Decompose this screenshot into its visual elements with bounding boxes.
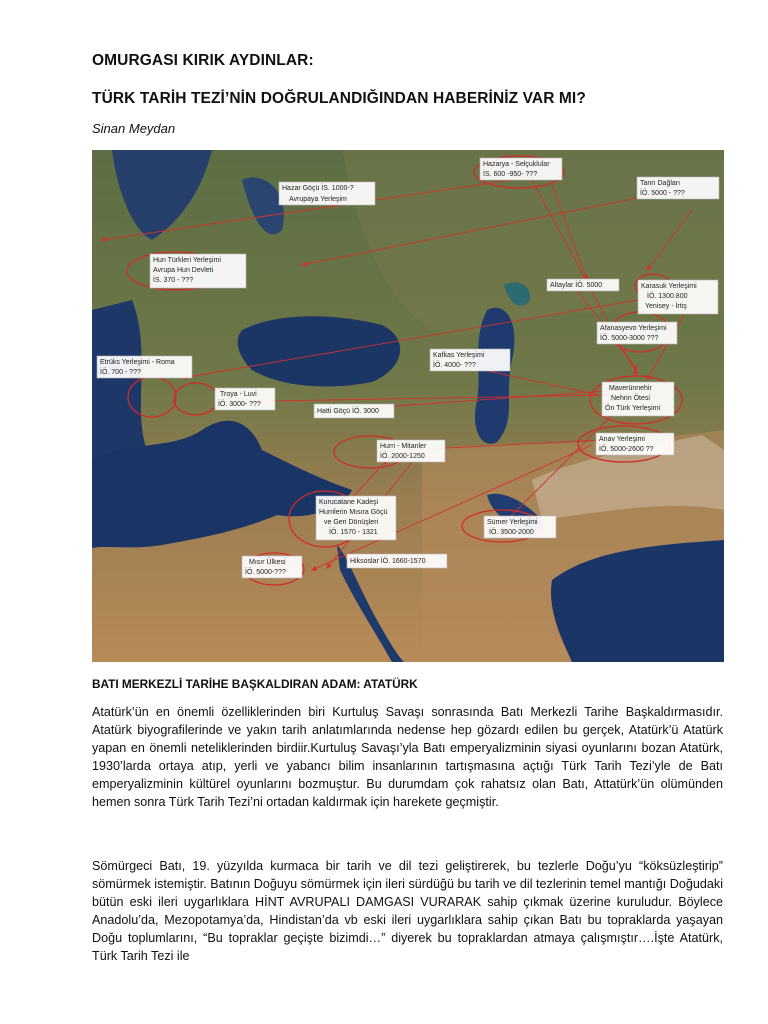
map-label-afanasyevo	[597, 322, 677, 344]
map-label-text: Hazarya - Selçuklular	[483, 161, 550, 168]
map-label-hun-turkleri	[150, 254, 246, 288]
map-label-text: İÖ. 700 - ???	[100, 369, 141, 376]
map-label-text: Etrüks Yerleşimi - Roma	[100, 359, 175, 366]
map-label-text: Yenisey - İrtiş	[645, 303, 687, 310]
map-label-text: Ön Türk Yerleşimi	[605, 405, 661, 412]
map-label-text: Hiksoslar İÖ. 1660-1570	[350, 558, 426, 565]
map-label-kafkas	[430, 349, 510, 371]
map-label-text: Hun Türkleri Yerleşimi	[153, 257, 221, 264]
map-label-text: ve Geri Dönüşleri	[324, 519, 379, 526]
map-label-karasuk	[638, 280, 718, 314]
map-label-text: Kafkas Yerleşimi	[433, 352, 485, 359]
map-label-altaylar	[547, 279, 619, 291]
map-label-text: Hurri - Mitanler	[380, 443, 427, 450]
map-label-kurucatane	[316, 496, 396, 540]
map-label-hatti	[314, 404, 394, 418]
map-label-text: İÖ. 5000 - ???	[640, 190, 685, 197]
map-label-text: Afanasyevo Yerleşimi	[600, 325, 667, 332]
map-label-tanri-daglari	[637, 177, 719, 199]
map-label-sumer	[484, 516, 556, 538]
map-label-text: İÖ. 5000-???	[245, 569, 286, 576]
map-label-text: Kurucatane Kadeşi	[319, 499, 379, 506]
map-label-misir	[242, 556, 302, 578]
migration-map	[92, 150, 724, 662]
section-heading: BATI MERKEZLİ TARİHE BAŞKALDIRAN ADAM: ATATÜRK	[92, 677, 418, 691]
map-label-text: Anav Yerleşimi	[599, 436, 645, 443]
author-name: Sinan Meydan	[92, 121, 176, 136]
title-line-1: OMURGASI KIRIK AYDINLAR:	[92, 52, 314, 69]
body-paragraph-2: Sömürgeci Batı, 19. yüzyılda kurmaca bir tarih ve dil tezi geliştirerek, bu tezlerle Doğu’yu “köksüzleştirip” sömürmek istemiştir. Batının Doğuyu sömürmek için ileri sürdüğü bu tarih ve dil tezlerinin temel mantığı Doğudaki bütün eski ileri uygarlıklara HİNT AVRUPALI DAMGASI VURARAK sahip çıkmak üzerine kuruludur. Böylece Anadolu’da, Mezopotamya’da, Hindistan’da vb eski ileri uygarlıklara sahip çıkan Batı bu topraklarda yaşayan Doğu toplumlarını, “Bu topraklar geçişte bizimdi…” diyerek bu topraklardan atmaya çalışmıştır….İşte Atatürk, Türk Tarih Tezi ile	[92, 859, 723, 964]
map-label-text: Avrupa Hun Devleti	[153, 267, 214, 274]
map-label-text: Altaylar İÖ. 5000	[550, 282, 603, 289]
map-label-text: Tanrı Dağları	[640, 180, 681, 187]
map-label-text: İÖ. 3500-2000	[489, 529, 534, 536]
map-label-text: İÖ. 5000-2600 ??	[599, 446, 654, 453]
map-label-etruks	[97, 356, 192, 378]
map-label-text: Karasuk Yerleşimi	[641, 283, 697, 290]
map-label-hazar-gocu	[279, 182, 375, 205]
map-label-text: Avrupaya Yerleşim	[289, 196, 347, 203]
map-label-text: İÖ. 2000-1250	[380, 453, 425, 460]
map-label-text: İÖ. 1570 - 1321	[329, 529, 378, 536]
map-label-text: Hazar Göçü İS. 1000-?	[282, 185, 354, 192]
map-label-text: Hurrilerin Mısıra Göçü	[319, 509, 388, 516]
map-label-text: Mısır Ülkesi	[249, 559, 286, 566]
map-label-text: İÖ. 3000- ???	[218, 401, 261, 408]
map-label-anav	[596, 433, 674, 455]
map-label-text: Maverünnehir	[609, 385, 652, 392]
map-label-text: Sümer Yerleşimi	[487, 519, 538, 526]
map-label-hazarya	[480, 158, 562, 180]
map-label-maverunnehir	[602, 382, 674, 416]
map-label-text: İS. 600 -950- ???	[483, 171, 538, 178]
map-label-text: İÖ. 1300.800	[647, 293, 688, 300]
map-label-text: Hatti Göçü İÖ. 3000	[317, 408, 379, 415]
map-label-hiksoslar	[347, 554, 447, 568]
map-label-text: İS. 370 - ???	[153, 277, 194, 284]
map-label-text: İÖ. 4000- ???	[433, 362, 476, 369]
map-label-hurri	[377, 440, 445, 462]
title-line-2: TÜRK TARİH TEZİ’NİN DOĞRULANDIĞINDAN HABERİNİZ VAR MI?	[92, 90, 586, 107]
map-label-text: Nehrin Ötesi	[611, 395, 650, 402]
body-paragraph-1: Atatürk’ün en önemli özelliklerinden biri Kurtuluş Savaşı sonrasında Batı Merkezli Tarihe Başkaldırmasıdır. Atatürk biyografilerinde ve yakın tarih anlatımlarında nedense hep gözardı edilen bu gerçek, Atatürk’ü Atatürk yapan en önemli neteliklerinden birdiir.Kurtuluş Savaşı’yla Batı emperyalizminin siyasi oyunlarını bozan Atatürk, 1930’larda ortaya atıp, yerli ve yabancı bilim insanlarının tartışmasına açtığı Türk Tarih Tezi’yle de Batı emperyalizminin kültürel oyunlarını bozmuştur. Bu durumdam çok rahatsız olan Batı, Attatürk’ün olümünden hemen sonra Türk Tarih Tezi’ni ortadan kaldırmak için harekete geçmiştir.	[92, 705, 723, 810]
map-label-troya	[215, 388, 275, 410]
map-label-text: Troya - Luvi	[220, 391, 257, 398]
map-label-text: İÖ. 5000-3000 ???	[600, 335, 659, 342]
